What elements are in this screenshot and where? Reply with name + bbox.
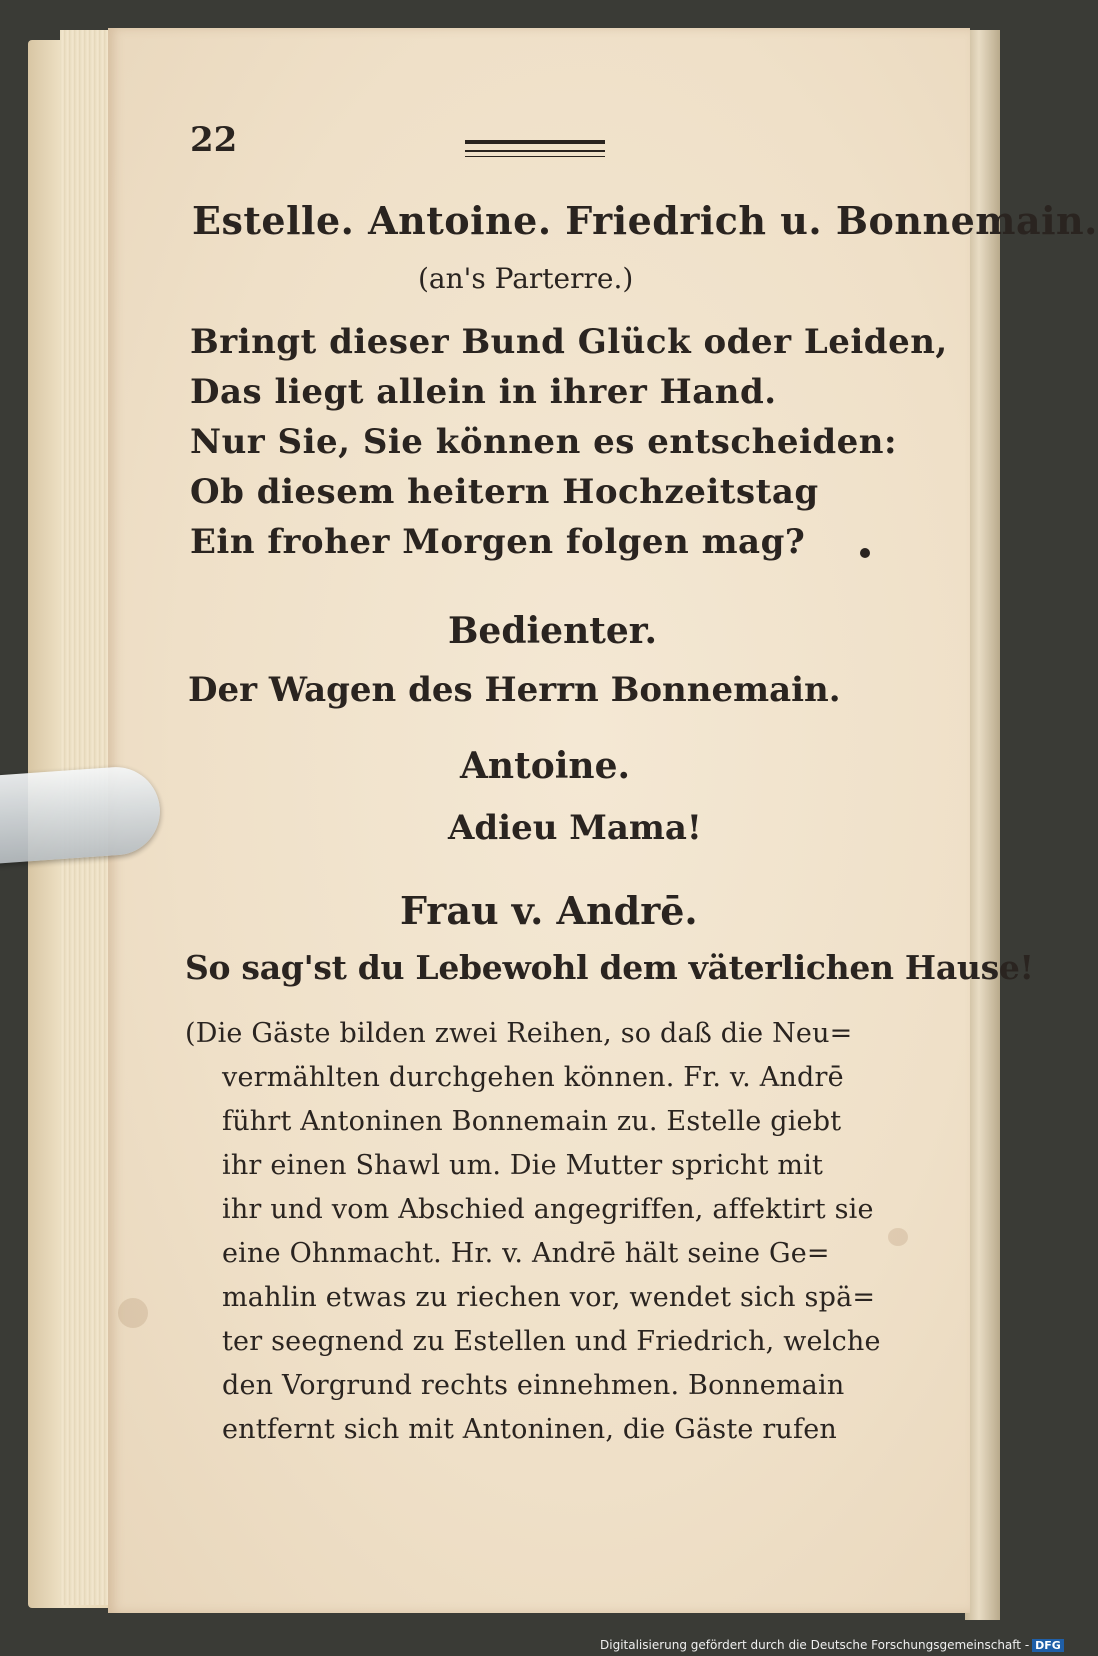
facing-page-edge xyxy=(965,30,1000,1620)
digitization-footer xyxy=(600,1638,1064,1652)
dialogue-line-antoine: Adieu Mama! xyxy=(448,808,702,848)
header-rule xyxy=(465,140,605,144)
stage-direction-line: den Vorgrund rechts einnehmen. Bonnemain xyxy=(222,1370,845,1401)
stage-direction-line: eine Ohnmacht. Hr. v. Andrē hält seine Ge= xyxy=(222,1238,830,1269)
footer-text: Digitalisierung gefördert durch die Deutsche Forschungsgemeinschaft - xyxy=(600,1638,1030,1652)
verse-line: Bringt dieser Bund Glück oder Leiden, xyxy=(190,322,948,362)
paper-stain xyxy=(118,1298,148,1328)
verse-line: Nur Sie, Sie können es entscheiden: xyxy=(190,422,898,462)
paper-stain xyxy=(888,1228,908,1246)
stage-direction-line: entfernt sich mit Antoninen, die Gäste rufen xyxy=(222,1414,837,1445)
speakers-line: Estelle. Antoine. Friedrich u. Bonnemain. xyxy=(192,198,1098,243)
verse-line: Ein froher Morgen folgen mag? xyxy=(190,522,806,562)
verse-line: Ob diesem heitern Hochzeitstag xyxy=(190,472,819,512)
stage-direction-line: mahlin etwas zu riechen vor, wendet sich spä= xyxy=(222,1282,876,1313)
header-rule xyxy=(465,156,605,157)
speaker-bedienter: Bedienter. xyxy=(448,610,657,652)
speaker-antoine: Antoine. xyxy=(460,745,631,787)
stage-direction-line: ihr einen Shawl um. Die Mutter spricht mit xyxy=(222,1150,824,1181)
verse-line: Das liegt allein in ihrer Hand. xyxy=(190,372,777,412)
stage-direction-line: (Die Gäste bilden zwei Reihen, so daß die Neu= xyxy=(185,1018,853,1049)
dialogue-line-frau: So sag'st du Lebewohl dem väterlichen Hause! xyxy=(185,948,1034,987)
stage-aside: (an's Parterre.) xyxy=(418,262,634,295)
stage-direction-line: vermählten durchgehen können. Fr. v. Andrē xyxy=(222,1062,844,1093)
stage-direction-line: führt Antoninen Bonnemain zu. Estelle giebt xyxy=(222,1106,842,1137)
header-rule xyxy=(465,150,605,152)
dfg-logo: DFG xyxy=(1032,1639,1064,1652)
stage-direction-line: ter seegnend zu Estellen und Friedrich, welche xyxy=(222,1326,881,1357)
stage-direction-line: ihr und vom Abschied angegriffen, affektirt sie xyxy=(222,1194,874,1225)
page-clip xyxy=(0,764,163,864)
ink-dot xyxy=(860,548,870,558)
dialogue-line-bedienter: Der Wagen des Herrn Bonnemain. xyxy=(188,670,841,710)
speaker-frau: Frau v. Andrē. xyxy=(400,888,698,933)
page-number: 22 xyxy=(190,120,238,160)
